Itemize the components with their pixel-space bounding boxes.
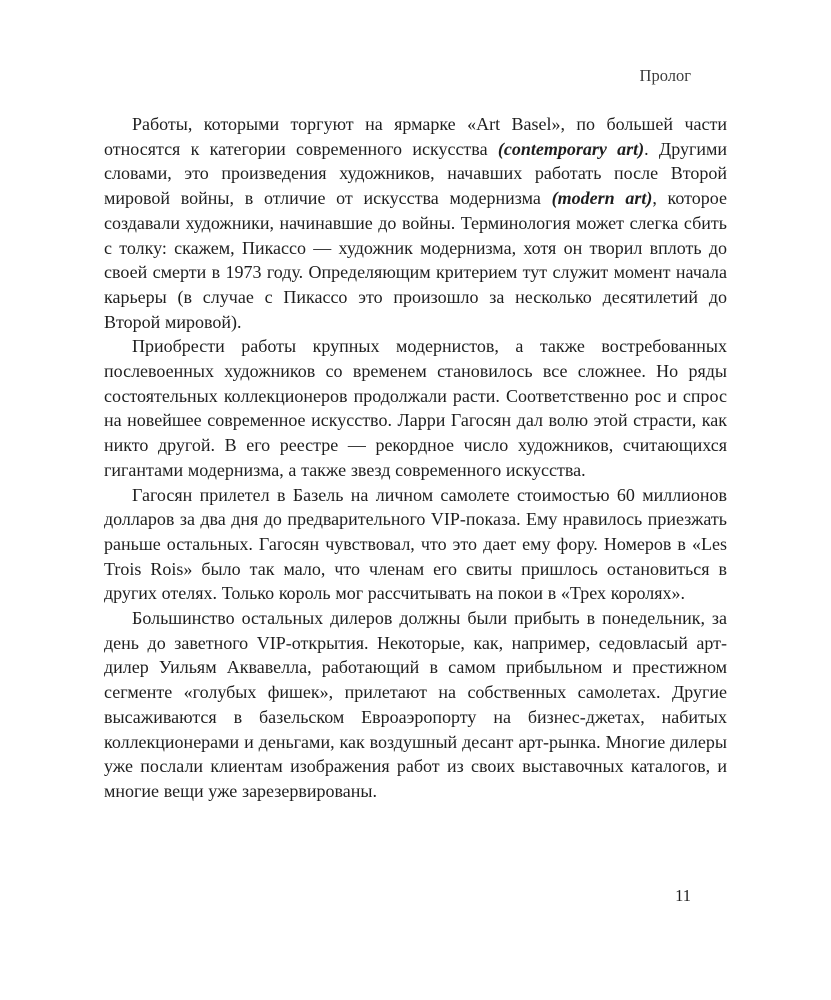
text-run: Большинство остальных дилеров должны были прибыть в понедельник, за день до заветного VIP-открытия. Некоторые, как, например, седовласый арт-дилер Уильям Аквавелла, работающий в самом прибыльном и престижном сегменте «голубых фишек», прилетают на собственных самолетах. Другие высаживаются в базельском Евроаэропорту на бизнес-джетах, набитых коллекционерами и деньгами, как воздушный десант арт-рынка. Многие дилеры уже послали клиентам изображения работ из своих выставочных каталогов, и многие вещи уже зарезервированы. — [104, 608, 727, 801]
text-run: . Другими словами, это произведения художников, начавших работать после Второй мировой войны, в отличие от искусства модернизма — [104, 138, 727, 209]
text-run: Гагосян прилетел в Базель на личном самолете стоимостью 60 миллионов долларов за два дня до предварительного VIP-показа. Ему нравилось приезжать раньше остальных. Гагосян чувствовал, что это дает ему фору. Номеров в «Les Trois Rois» было так мало, что членам его свиты пришлось остановиться в других отелях. Только король мог рассчитывать на покои в «Трех королях». — [104, 484, 727, 604]
paragraph — [104, 483, 727, 607]
text-run: Приобрести работы крупных модернистов, а также востребованных послевоенных художников со временем становилось все сложнее. Но ряды состоятельных коллекционеров продолжали расти. Соответственно рос и спрос на новейшее современное искусство. Ларри Гагосян дал волю этой страсти, как никто другой. В его реестре — рекордное число художников, считающихся гигантами модернизма, а также звезд современного искусства. — [104, 336, 727, 480]
paragraph — [104, 334, 727, 482]
paragraph — [104, 606, 727, 804]
page-number: 11 — [675, 886, 691, 905]
emphasized-term: (contemporary art) — [497, 138, 645, 159]
page-body — [104, 112, 727, 804]
paragraph — [104, 112, 727, 334]
text-run: , которое создавали художники, начинавшие до войны. Терминология может слегка сбить с толку: скажем, Пикассо — художник модернизма, хотя он творил вплоть до своей смерти в 1973 году. Определяющим критерием тут служит момент начала карьеры (в случае с Пикассо это произошло за несколько десятилетий до Второй мировой). — [104, 188, 727, 332]
text-run: Работы, которыми торгуют на ярмарке «Art Basel», по большей части относятся к категории современного искусства — [104, 114, 727, 159]
emphasized-term: (modern art) — [551, 188, 653, 209]
running-head: Пролог — [639, 66, 691, 85]
